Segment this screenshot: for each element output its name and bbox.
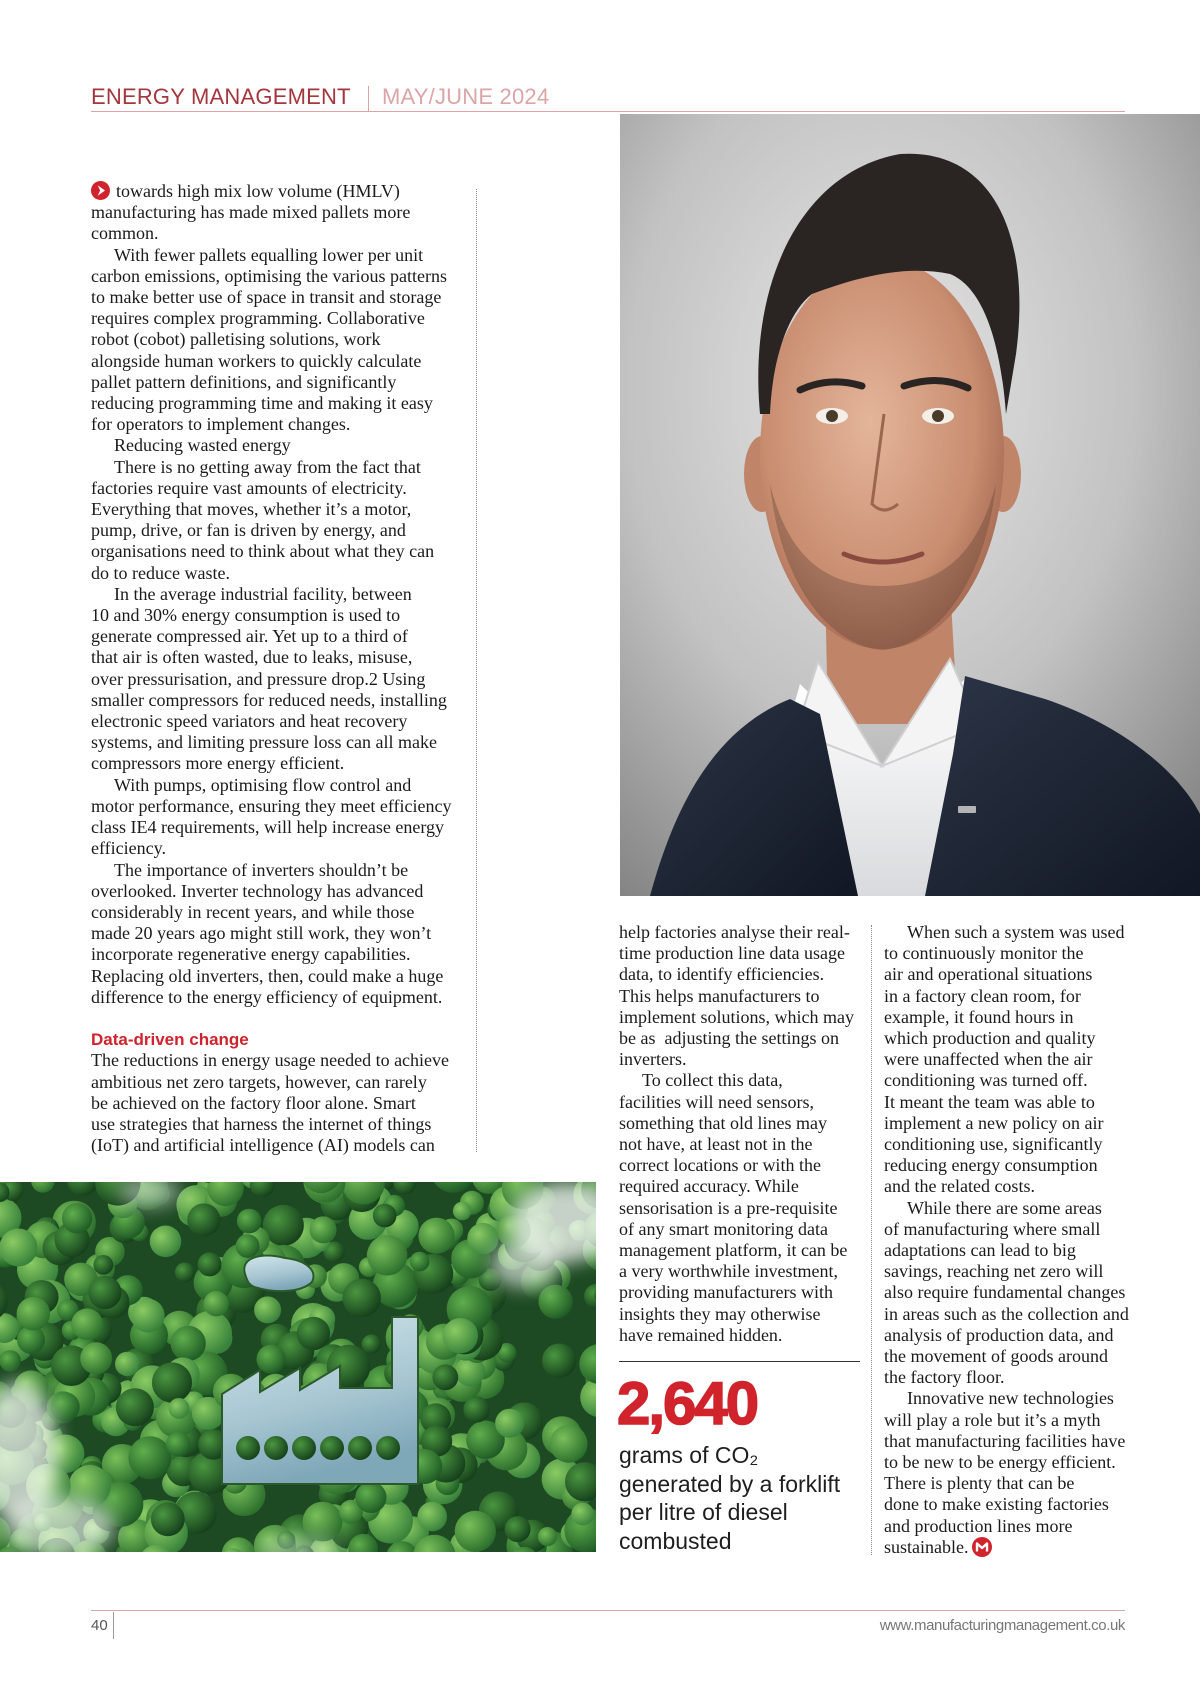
tree-canopy: [187, 1203, 220, 1236]
body-paragraph: With pumps, optimising flow control and motor performance, ensuring they meet efficiency class IE4 requirements, will help increase energy efficiency.: [91, 774, 452, 859]
tree-canopy: [152, 1362, 192, 1402]
body-paragraph: help factories analyse their real- time production line data usage data, to identify efficiencies. This helps manufacturers to implement solutions, which may be as adjusting the settings on inverters.: [619, 922, 854, 1070]
left-iris: [826, 410, 838, 422]
body-paragraph: Reducing wasted energy: [114, 435, 291, 456]
body-paragraph: While there are some areas of manufacturing where small adaptations can lead to big savings, reaching net zero will also require fundamental changes in areas such as the collection and analysis of production data, and the movement of goods around the factory floor.: [884, 1197, 1129, 1388]
lapel-pin: [958, 806, 976, 813]
column-divider: [871, 925, 872, 1555]
body-paragraph: There is no getting away from the fact that factories require vast amounts of electricity. Everything that moves, whether it’s a motor, pump, drive, or fan is driven by energy, and organisations need to think about what they can do to reduce waste.: [91, 456, 435, 583]
body-paragraph: The importance of inverters shouldn’t be overlooked. Inverter technology has advanced considerably in recent years, and while those made 20 years ago might still work, they won’t incorporate regenerative energy capabilities. Replacing old inverters, then, could make a huge difference to the energy efficiency of equipment.: [91, 859, 444, 1007]
tree-canopy: [343, 1279, 381, 1317]
closing-text: Innovative new technologies will play a role but it’s a myth that manufacturing facilities have to be new to be energy efficient. There is plenty that can be done to make existing factories and production lines more sustainable.: [884, 1388, 1126, 1557]
lake-tree: [292, 1436, 316, 1460]
tree-canopy: [0, 1229, 37, 1267]
body-paragraph: The reductions in energy usage needed to achieve ambitious net zero targets, however, can rarely be achieved on the factory floor alone. Smart use strategies that harness the internet of things (IoT) and artificial intelligence (AI) models can: [91, 1050, 450, 1156]
tree-canopy: [115, 1352, 139, 1376]
tree-canopy: [418, 1218, 454, 1254]
tree-canopy: [198, 1252, 222, 1276]
tree-canopy: [62, 1203, 92, 1233]
intro-text: towards high mix low volume (HMLV) manufacturing has made mixed pallets more common.: [91, 181, 411, 244]
lake-tree: [320, 1436, 344, 1460]
tree-canopy: [128, 1436, 171, 1479]
tree-canopy: [495, 1409, 524, 1438]
portrait-photo: [620, 114, 1200, 896]
tree-canopy: [443, 1318, 478, 1353]
intro-paragraph: [91, 181, 471, 245]
tree-canopy: [17, 1297, 50, 1330]
tree-canopy: [550, 1425, 588, 1463]
tree-canopy: [116, 1388, 154, 1426]
tree-canopy: [542, 1344, 576, 1378]
issue-date: MAY/JUNE 2024: [382, 84, 550, 109]
tree-canopy: [417, 1502, 447, 1532]
tree-canopy: [410, 1252, 430, 1272]
tree-canopy: [355, 1482, 386, 1513]
magazine-logo-icon: [972, 1537, 992, 1557]
website-url: www.manufacturingmanagement.co.uk: [879, 1617, 1125, 1634]
page-number: 40: [91, 1617, 108, 1634]
left-column: [91, 181, 471, 1156]
tree-canopy: [80, 1342, 112, 1374]
tree-canopy: [571, 1503, 594, 1526]
lake-tree: [264, 1436, 288, 1460]
right-column: [884, 922, 1154, 1558]
tree-canopy: [539, 1285, 573, 1319]
portrait-illustration: [620, 114, 1200, 896]
tree-canopy: [538, 1527, 557, 1546]
tree-canopy: [254, 1296, 281, 1323]
section-heading: Data-driven change: [91, 1030, 249, 1050]
tree-canopy: [88, 1276, 121, 1309]
tree-canopy: [432, 1364, 458, 1390]
tree-canopy: [453, 1202, 472, 1221]
tree-canopy: [93, 1255, 113, 1275]
body-paragraph: To collect this data, facilities will need sensors, something that old lines may not have, at least not in the correct locations or with the required accuracy. While sensorisation is a pre-requisite of any smart monitoring data management platform, it can be a very worthwhile investment, providing manufacturers with insights they may otherwise have remained hidden.: [619, 1070, 848, 1345]
lake-tree: [236, 1436, 260, 1460]
header-separator: [368, 86, 369, 112]
stat-rule: [619, 1361, 860, 1362]
tree-canopy: [71, 1308, 103, 1340]
tree-canopy: [463, 1396, 489, 1422]
tree-canopy: [303, 1502, 343, 1542]
cloud: [490, 1240, 560, 1288]
lake-tree: [376, 1436, 400, 1460]
tree-canopy: [0, 1350, 21, 1372]
tree-canopy: [236, 1234, 260, 1258]
tree-canopy: [175, 1262, 195, 1282]
tree-canopy: [51, 1392, 80, 1421]
column-divider: [476, 189, 477, 1152]
right-iris: [932, 410, 944, 422]
stat-caption: grams of CO₂ generated by a forklift per litre of diesel combusted: [619, 1442, 841, 1555]
tree-canopy: [362, 1335, 381, 1354]
tree-canopy: [171, 1326, 206, 1361]
middle-column: [619, 922, 864, 1346]
closing-paragraph: [884, 1388, 1154, 1558]
tree-canopy: [151, 1502, 185, 1536]
tree-canopy: [237, 1209, 262, 1234]
tree-canopy: [131, 1299, 165, 1333]
tree-canopy: [505, 1516, 531, 1542]
tree-canopy: [204, 1291, 229, 1316]
lake-tree: [348, 1436, 372, 1460]
tree-canopy: [169, 1398, 190, 1419]
tree-canopy: [367, 1235, 407, 1275]
footer-separator: [113, 1612, 114, 1639]
tree-canopy: [310, 1216, 337, 1243]
body-paragraph: With fewer pallets equalling lower per unit carbon emissions, optimising the various patterns to make better use of space in transit and storage requires complex programming. Collaborative robot (cobot) palletising solutions, work alongside human workers to quickly calculate pallet pattern definitions, and significantly reducing programming time and making it easy for operators to implement changes.: [91, 244, 447, 435]
tree-canopy: [467, 1223, 498, 1254]
tree-canopy: [150, 1226, 182, 1258]
stat-value: 2,640: [617, 1370, 758, 1437]
section-title: ENERGY MANAGEMENT: [91, 84, 351, 109]
continue-arrow-icon: [91, 181, 110, 200]
tree-canopy: [455, 1511, 496, 1552]
footer-rule: [91, 1610, 1125, 1611]
tree-canopy: [373, 1204, 397, 1228]
tree-canopy: [166, 1432, 191, 1457]
body-paragraph: When such a system was used to continuously monitor the air and operational situations in a factory clean room, for example, it found hours in which production and quality were unaffected when the air conditioning was turned off. It meant the team was able to implement a new policy on air conditioning use, significantly reducing energy consumption and the related costs.: [884, 922, 1125, 1197]
header-rule: [91, 111, 1125, 112]
forest-illustration: [0, 1182, 596, 1552]
aerial-forest-photo: [0, 1182, 596, 1552]
tree-canopy: [297, 1317, 330, 1350]
body-paragraph: In the average industrial facility, between 10 and 30% energy consumption is used to generate compressed air. Yet up to a third of that air is often wasted, due to leaks, misuse, over pressurisation, and pressure drop.2 Using smaller compressors for reduced needs, installing electronic speed variators and heat recovery systems, and limiting pressure loss can all make compressors more energy efficient.: [91, 583, 447, 774]
